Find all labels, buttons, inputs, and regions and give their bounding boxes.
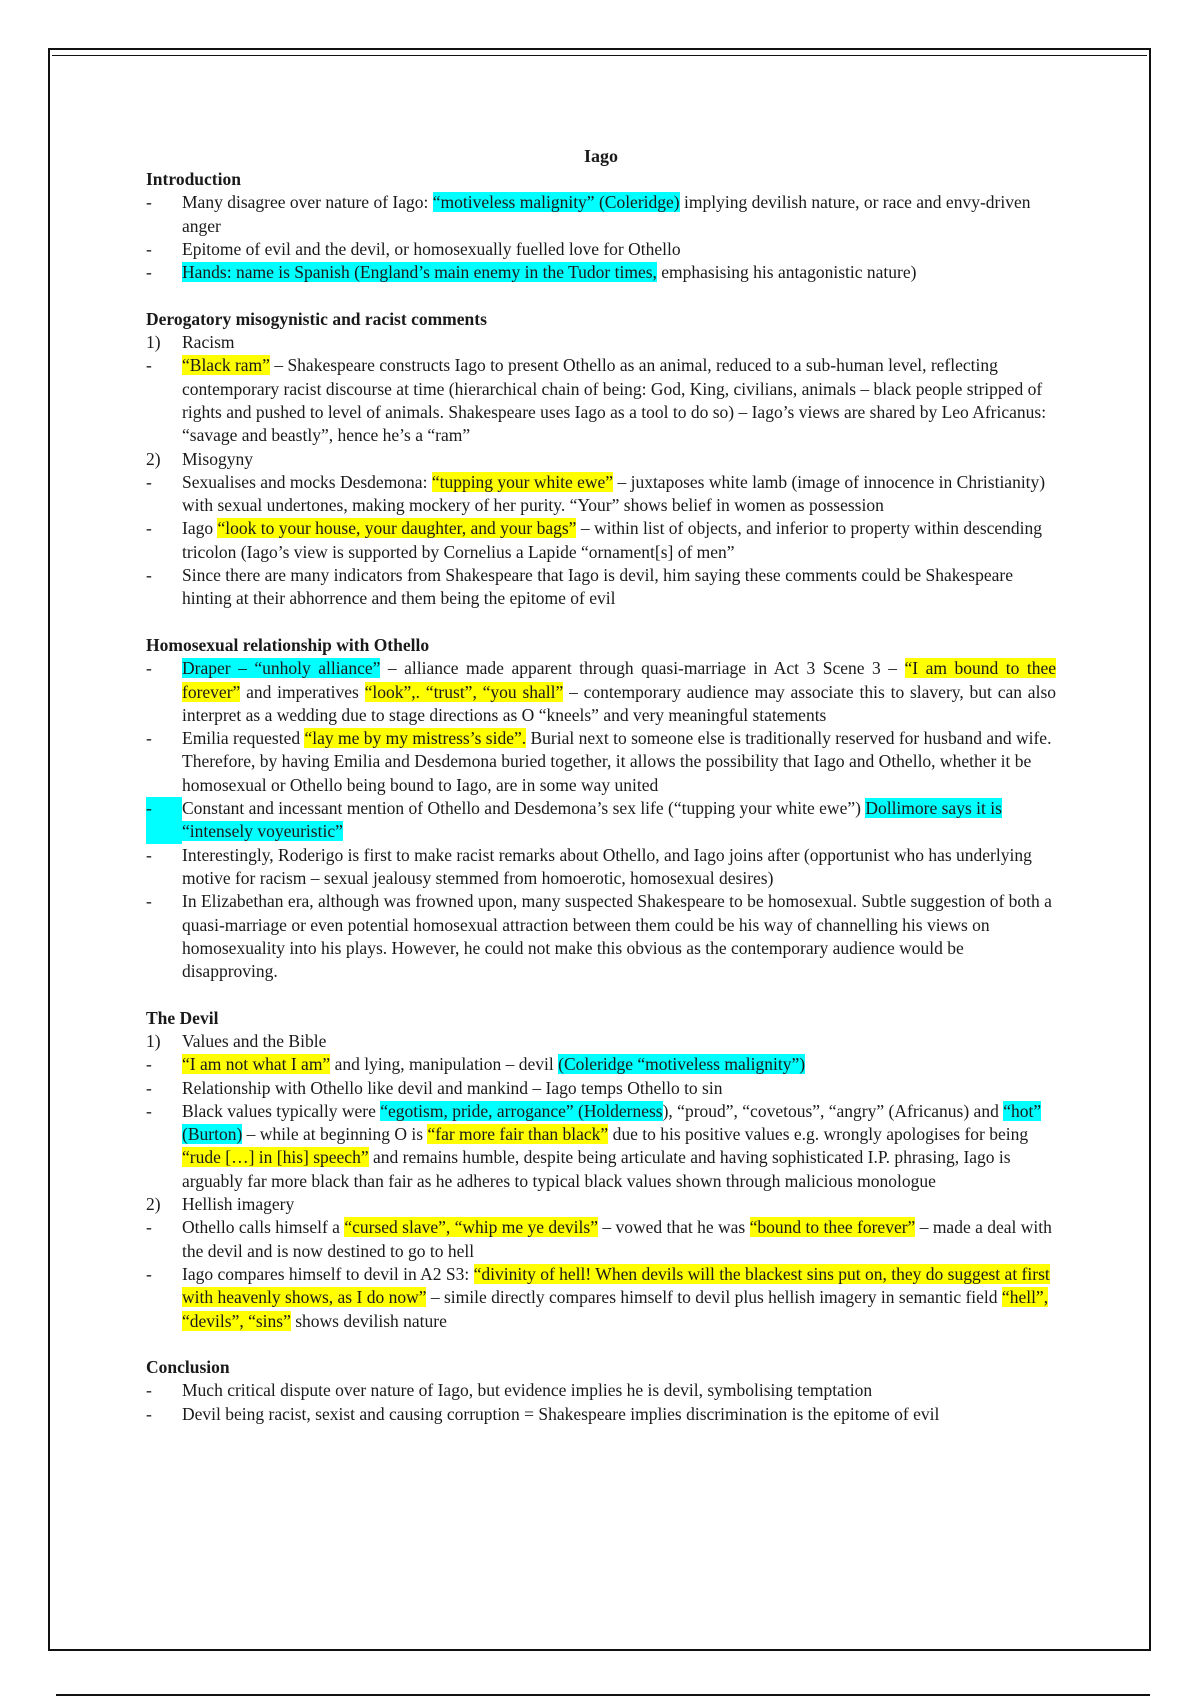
cyan-highlight: “hot” (Burton) bbox=[182, 1100, 1042, 1145]
bullet-text: shows devilish nature bbox=[290, 1310, 447, 1331]
numbered-item bbox=[146, 331, 1056, 354]
bullet-item bbox=[146, 471, 1056, 518]
cyan-highlight: Dollimore says it is “intensely voyeuristic” bbox=[182, 798, 1002, 842]
bullet-text: – while at beginning O is bbox=[242, 1124, 428, 1145]
bullet-text: Relationship with Othello like devil and mankind – Iago temps Othello to sin bbox=[182, 1077, 723, 1098]
bullet-marker: - bbox=[146, 262, 152, 283]
bullet-text: Much critical dispute over nature of Iago, but evidence implies he is devil, symbolising temptation bbox=[182, 1380, 873, 1401]
bullet-marker: - bbox=[146, 1054, 152, 1075]
section-homosexual-relationship bbox=[146, 634, 1056, 983]
cyan-highlight: “egotism, pride, arrogance” (Holderness bbox=[380, 1100, 663, 1121]
bullet-text: – simile directly compares himself to devil plus hellish imagery in semantic field bbox=[426, 1287, 1002, 1308]
bullet-text: Iago bbox=[182, 518, 218, 539]
bullet-text: Black values typically were bbox=[182, 1100, 381, 1121]
cyan-highlight: (Coleridge “motiveless malignity”) bbox=[558, 1054, 806, 1075]
bullet-item bbox=[146, 1403, 1056, 1426]
number-marker: 1) bbox=[146, 1030, 161, 1051]
bullet-text: – contemporary audience may associate this to slavery, but can also interpret as a wedding due to stage directions as O “kneels” and very meaningful statements bbox=[182, 681, 1056, 725]
bullet-text: Interestingly, Roderigo is first to make racist remarks about Othello, and Iago joins after (opportunist who has underlying motive for racism – sexual jealousy stemmed from homoerotic, homosexual desires) bbox=[182, 844, 1032, 888]
bullet-item bbox=[146, 354, 1056, 447]
section-heading: The Devil bbox=[146, 1007, 219, 1028]
bullet-marker: - bbox=[146, 471, 152, 492]
section-derogatory-comments bbox=[146, 308, 1056, 611]
bullet-item bbox=[146, 261, 1056, 284]
document-body bbox=[146, 144, 1056, 1449]
bullet-text: Sexualises and mocks Desdemona: bbox=[182, 471, 432, 492]
yellow-highlight: “cursed slave”, “whip me ye devils” bbox=[344, 1217, 598, 1238]
yellow-highlight: “I am not what I am” bbox=[182, 1054, 331, 1075]
bullet-text: and remains humble, despite being articulate and having sophisticated I.P. phrasing, Iago is arguably far more black than fair as he adheres to typical black values shown through malicious monologue bbox=[182, 1147, 1011, 1191]
bullet-text: Epitome of evil and the devil, or homosexually fuelled love for Othello bbox=[182, 238, 681, 259]
number-marker: 1) bbox=[146, 332, 161, 353]
yellow-highlight: “lay me by my mistress’s side”. bbox=[304, 728, 527, 749]
bullet-marker: - bbox=[146, 728, 152, 749]
cyan-highlight: “motiveless malignity” (Coleridge) bbox=[432, 192, 680, 213]
bullet-item bbox=[146, 517, 1056, 564]
numbered-item bbox=[146, 1030, 1056, 1053]
bullet-item bbox=[146, 890, 1056, 983]
number-marker: 2) bbox=[146, 1194, 161, 1215]
section-heading: Introduction bbox=[146, 169, 241, 189]
yellow-highlight: “tupping your white ewe” bbox=[431, 471, 614, 492]
bullet-marker: - bbox=[146, 518, 152, 539]
bullet-text: Devil being racist, sexist and causing corruption = Shakespeare implies discrimination is the epitome of evil bbox=[182, 1403, 940, 1424]
bullet-text: and lying, manipulation – devil bbox=[330, 1054, 559, 1075]
bullet-text: – made a deal with the devil and is now destined to go to hell bbox=[182, 1217, 1052, 1261]
section-heading: Derogatory misogynistic and racist comments bbox=[146, 308, 487, 329]
yellow-highlight: “I am bound to thee forever” bbox=[182, 658, 1056, 702]
yellow-highlight: “bound to thee forever” bbox=[749, 1217, 916, 1238]
section-introduction bbox=[146, 168, 1056, 284]
bullet-marker: - bbox=[146, 1380, 152, 1401]
section-conclusion bbox=[146, 1356, 1056, 1426]
bullet-marker: - bbox=[146, 1263, 152, 1284]
bullet-marker: - bbox=[146, 355, 152, 376]
bullet-item bbox=[146, 797, 1056, 844]
bullet-item bbox=[146, 844, 1056, 891]
yellow-highlight: “hell”, “devils”, “sins” bbox=[182, 1287, 1049, 1331]
numbered-text: Hellish imagery bbox=[182, 1194, 295, 1215]
bullet-item bbox=[146, 1100, 1056, 1193]
numbered-item bbox=[146, 1193, 1056, 1216]
yellow-highlight: “rude […] in [his] speech” bbox=[182, 1147, 369, 1168]
bullet-item bbox=[146, 191, 1056, 238]
footer-rule bbox=[56, 1694, 1150, 1696]
bullet-text: emphasising his antagonistic nature) bbox=[656, 262, 917, 283]
yellow-highlight: “look”,. “trust”, “you shall” bbox=[364, 681, 564, 702]
section-heading: Homosexual relationship with Othello bbox=[146, 634, 430, 655]
yellow-highlight: “Black ram” bbox=[182, 355, 270, 376]
bullet-text: – juxtaposes white lamb (image of innocence in Christianity) with sexual undertones, making mockery of her purity. “Your” shows belief in women as possession bbox=[182, 471, 1046, 516]
yellow-highlight: “look to your house, your daughter, and your bags” bbox=[217, 518, 577, 539]
bullet-marker: - bbox=[146, 1100, 152, 1121]
bullet-item bbox=[146, 727, 1056, 797]
bullet-marker: - bbox=[146, 1217, 152, 1238]
bullet-item bbox=[146, 1263, 1056, 1333]
bullet-item bbox=[146, 1216, 1056, 1263]
number-marker: 2) bbox=[146, 448, 161, 469]
bullet-text: Burial next to someone else is traditionally reserved for husband and wife. Therefore, by having Emilia and Desdemona buried together, it allows the possibility that Iago and Othello, whether it be homosexual or Othello being bound to Iago, are in some way united bbox=[182, 728, 1052, 795]
numbered-text: Values and the Bible bbox=[182, 1030, 327, 1051]
cyan-highlight: Draper – “unholy alliance” bbox=[182, 658, 381, 679]
section-heading: Conclusion bbox=[146, 1357, 230, 1378]
bullet-marker: - bbox=[146, 658, 152, 679]
bullet-text: – within list of objects, and inferior to property within descending tricolon (Iago’s view is supported by Cornelius a Lapide “ornament[s] of men” bbox=[182, 518, 1043, 562]
bullet-text: Iago compares himself to devil in A2 S3: bbox=[182, 1263, 474, 1284]
bullet-marker: - bbox=[146, 797, 182, 844]
bullet-item bbox=[146, 564, 1056, 611]
bullet-text: – Shakespeare constructs Iago to present Othello as an animal, reduced to a sub-human level, reflecting contemporary racist discourse at time (hierarchical chain of being: God, King, civilians, animals – black people stripped of rights and pushed to level of animals. Shakespeare uses Iago as a tool to do so) – Iago’s views are shared by Leo Africanus: “savage and beastly”, hence he’s a “ram” bbox=[182, 355, 1047, 446]
bullet-text: – alliance made apparent through quasi-marriage in Act 3 Scene 3 – bbox=[380, 658, 905, 679]
bullet-marker: - bbox=[146, 1403, 152, 1424]
section-the-devil bbox=[146, 1007, 1056, 1333]
bullet-text: Emilia requested bbox=[182, 728, 305, 749]
bullet-marker: - bbox=[146, 192, 152, 213]
bullet-marker: - bbox=[146, 891, 152, 912]
numbered-text: Racism bbox=[182, 332, 235, 353]
bullet-text: In Elizabethan era, although was frowned upon, many suspected Shakespeare to be homosexual. Subtle suggestion of both a quasi-marriage or even potential homosexual attraction between them could be his way of channelling his views on homosexuality into his plays. However, he could not make this obvious as the contemporary audience would be disapproving. bbox=[182, 891, 1052, 982]
document-title: Iago bbox=[583, 146, 618, 166]
bullet-text: – vowed that he was bbox=[597, 1217, 750, 1238]
bullet-item bbox=[146, 1077, 1056, 1100]
bullet-text: implying devilish nature, or race and envy-driven anger bbox=[182, 192, 1031, 236]
bullet-text: Since there are many indicators from Shakespeare that Iago is devil, him saying these comments could be Shakespeare hinting at their abhorrence and them being the epitome of evil bbox=[182, 565, 1013, 609]
bullet-marker: - bbox=[146, 238, 152, 259]
bullet-text: ), “proud”, “covetous”, “angry” (Africanus) and bbox=[662, 1100, 1004, 1121]
bullet-text: and imperatives bbox=[240, 681, 365, 702]
bullet-text: Many disagree over nature of Iago: bbox=[182, 192, 433, 213]
bullet-item bbox=[146, 1053, 1056, 1076]
yellow-highlight: “far more fair than black” bbox=[427, 1124, 609, 1145]
yellow-highlight: “divinity of hell! When devils will the blackest sins put on, they do suggest at first with heavenly shows, as I do now” bbox=[182, 1263, 1050, 1308]
bullet-item bbox=[146, 238, 1056, 261]
bullet-item bbox=[146, 1379, 1056, 1402]
numbered-item bbox=[146, 448, 1056, 471]
bullet-marker: - bbox=[146, 565, 152, 586]
bullet-text: Constant and incessant mention of Othello and Desdemona’s sex life (“tupping your white ewe”) bbox=[182, 798, 866, 819]
bullet-text: Othello calls himself a bbox=[182, 1217, 345, 1238]
numbered-text: Misogyny bbox=[182, 448, 253, 469]
bullet-item bbox=[146, 657, 1056, 727]
bullet-marker: - bbox=[146, 1077, 152, 1098]
bullet-marker: - bbox=[146, 844, 152, 865]
cyan-highlight: Hands: name is Spanish (England’s main enemy in the Tudor times, bbox=[182, 262, 657, 283]
bullet-text: due to his positive values e.g. wrongly apologises for being bbox=[608, 1124, 1029, 1145]
